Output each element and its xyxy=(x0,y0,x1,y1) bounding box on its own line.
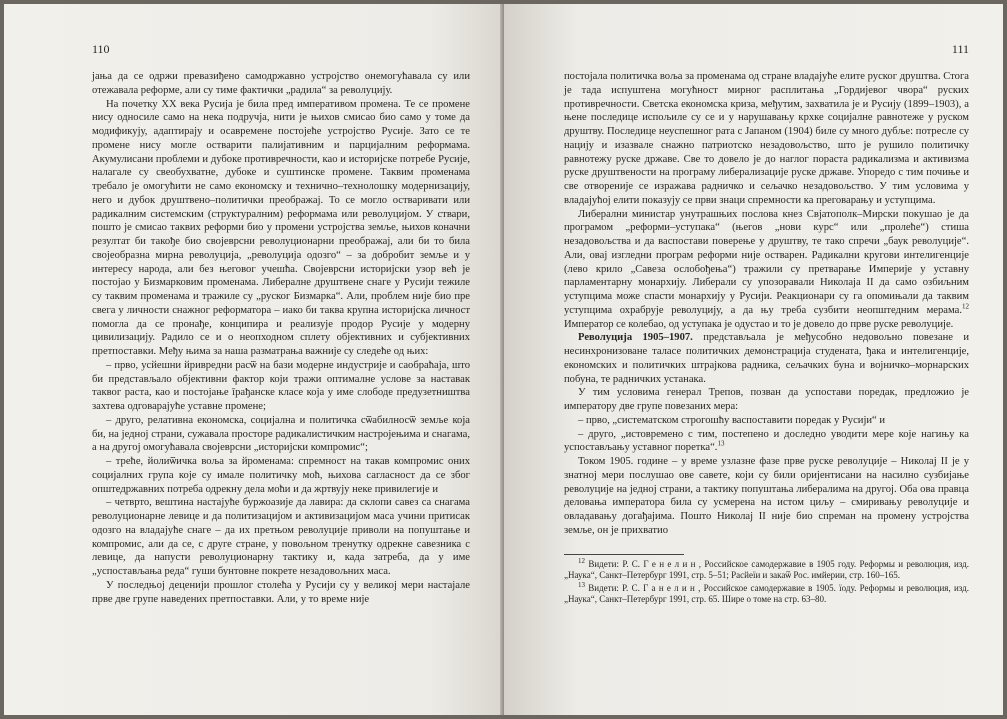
paragraph: На почетку XX века Русија је била пред императивом промена. Те се промене нису односиле само на нека подручја, нити је њихов смисао био само у томе да модификују, адаптирају и осавремене постојеће устројство Русије. Зато се те промене нису могле остварити палијативним и парцијалним реформама. Акумулисани проблеми и дубоке противречности, као и историјске потребе Русије, налагале су свеобухватне, дубоке и суштинске промене. Таквим променама требало је омогућити не само економску и технично–технолошку модернизацију, него и дубок друштвено–политички преображај. То се могло остваривати или радикалним системским (структуралним) реформама или револуцијом. У ствари, пошто је смисао таквих реформи био у промени устројства земље, њихов коначни резултат би такође био својеврсни револуционарни преображај, али би то била својеобразна мирна револуција, „револуција одозго“ – за добробит земље и у интересу народа, али без његовог учешћа. Својеврсни историјски узор већ је постојао у Бизмарковим променама. Либералне друштвене снаге у Русији тежиле су таквим променама и тражиле су „руског Бизмарка“. Али, проблем није био пре свега у личности снажног реформатора – иако би таква крупна историјска личност помогла да се пронађе, конципира и реализује продор Русије у модерну цивилизацију. Радило се и о неопходном сплету објективних и субјективних претпоставки. Међу њима за наша разматрања важније су следеће од њих: xyxy=(92,98,470,357)
right-page-text xyxy=(564,70,969,538)
footnote-ref-12: 12 xyxy=(962,302,969,311)
paragraph-rest: представљала је међусобно недовољно повезане и несинхронизоване таласе политичких демонстрација студената, ђака и интелигенције, економских и политичких штрајкова радника, сељачких буна и војничко–морнарских побуна, те радничких устанака. xyxy=(564,332,969,385)
paragraph: – прво, „систематском строгошћу васпоставити поредак у Русији“ и xyxy=(578,414,886,426)
paragraph: – треће, йолиѿичка воља за йроменама: спремност на такав компромис оних социјалних група које су имале политичку моћ, њихова сагласност да се због општедржавних потреба одрекну дела моћи и да жртвују неке привилегије и xyxy=(92,456,470,495)
paragraph: Током 1905. године – у време узлазне фазе прве руске револуције – Николај II је у знатној мери послушао ове савете, који су били оријентисани на насилно сузбијање револуције на једној страни, а тактику попуштања либералима на другој. Оба ова правца деловања императора била су усмерена на истом циљу – смиривању револуције и овладавању догађајима. Пошто Николај II није био спреман на промену устројства земље, он је прихватио xyxy=(564,456,969,536)
paragraph: постојала политичка воља за променама од стране владајуће елите руског друштва. Стога је тада испуштена могућност мирног расплитања „Гордијевог чвора“ руских противречности. Светска економска криза, међутим, захватила је и Русију (1899–1903), а њене последице испољиле су се и у нарушавању крхке социјалне равнотеже у руском друштву. Последице неуспешног рата с Јапаном (1904) биле су много дубље: потресле су нацију и изазвале снажно патриотско незадовољство, што је рушило политичку равнотежу руске државе. Све то довело је до наглог пораста радикализма и активизма руске друштвености на програму либерализације руске државе. Упоредо с тим почиње и све отвореније се изражава радничко и сељачко незадовољство. У тим условима у владајућој елити показују се први знаци спремности ка преговарању и уступцима. xyxy=(564,71,969,206)
book-spread xyxy=(4,4,1003,715)
paragraph xyxy=(564,428,969,456)
paragraph: У последњој деценији прошлог столећа у Русији су у великој мери настајале прве две групе наведених претпоставки. Али, у то време није xyxy=(92,579,470,605)
paragraph xyxy=(564,208,969,332)
paragraph: јања да се одржи превазиђено самодржавно устројство онемогућавала су или отежавала реформе, али су тиме фактички „радила“ за револуцију. xyxy=(92,71,470,96)
page-number-left: 110 xyxy=(92,42,110,56)
section-heading: Револуција 1905–1907. xyxy=(578,332,693,344)
page-number-right: 111 xyxy=(951,42,969,56)
footnote-separator xyxy=(564,554,684,555)
paragraph: – друго, релативна економска, социјална и политичка сѿабилносѿ земље која би, на једној страни, сужавала просторе радикалистичким настројењима и снагама, а на другој омогућавала својеврсни „историјски компромис“; xyxy=(92,414,470,454)
footnote-text: Видети: Р. С. Г а н е л и н , Российское самодержавие в 1905. їоду. Реформы и революция, изд. „Наука“, Санкт–Петербург 1991, стр. 65. Шире о томе на стр. 63–80. xyxy=(564,583,969,605)
footnote-mark: 12 xyxy=(578,556,585,565)
left-page xyxy=(4,4,504,715)
footnote xyxy=(564,556,970,582)
footnote xyxy=(564,583,969,606)
paragraph xyxy=(564,331,969,386)
paragraph-text: – друго, „истовремено с тим, постепено и доследно уводити мере које нагињу ка успостављању уставног поретка“. xyxy=(564,428,969,454)
footnote-ref-13: 13 xyxy=(717,439,725,448)
footnote-text: Видети: Р. С. Г е н е л и н , Российское самодержавие в 1905 году. Реформы и революция, изд. „Наука“, Санкт–Петербург 1991, стр. 5–51; Расйеїи и закаѿ Рос. имйерии, стр. 160–165. xyxy=(564,558,970,580)
paragraph-text: Либерални министар унутрашњих послова кнез Свјатополк–Мирски покушао је да програмом „реформи–уступака“ (његов „нови курс“ или „пролеће“) стиша незадовољства и да васпостави поверење у друштву, те тако спречи „баук револуције“. Али, овај изгледни програм реформи није остварен. Радикални кругови интелигенције (лево крило „Савеза ослобођења“) тражили су претварање Империје у уставну парламентарну монархију. Либерали су упозоравали Николаја II да само озбиљним уступцима може спасти монархију у Русији. Реакционари су га опомињали да таквим уступцима охрабрује револуцију, а да њу треба сузбити неопштедним мерама. xyxy=(564,208,969,316)
footnote-mark: 13 xyxy=(578,581,585,590)
paragraph: – прво, усйешни йривредни расѿ на бази модерне индустрије и саобраћаја, што би представљало објективни фактор који тражи оптималне услове за наставак таквог раста, као и постојање īрађанске класе која у име слободе предузетништва захтева одговарајуће уставне промене; xyxy=(92,359,470,412)
paragraph: – четврто, вештина настајуће буржоазије да лавира: да склопи савез са снагама револуционарне левице и да политизацијом и активизацијом маса учини притисак одозго на владајуће снаге – да их претњом револуције приволи на попуштање и компромис, али да се, с друге стране, у повољном тренутку одрекне савезника с левице, да напусти револуционарну тактику и, када затреба, да у име „успостављања реда“ гуши бунтовне покрете незадовољних маса. xyxy=(92,497,470,577)
paragraph-tail: Император се колебао, од уступака је одустао и то је довело до прве руске револуције. xyxy=(564,318,954,330)
left-page-text xyxy=(92,70,470,606)
paragraph: У тим условима генерал Трепов, позван да успостави поредак, предложио је императору две групе повезаних мера: xyxy=(564,387,969,412)
right-page xyxy=(504,4,1003,715)
